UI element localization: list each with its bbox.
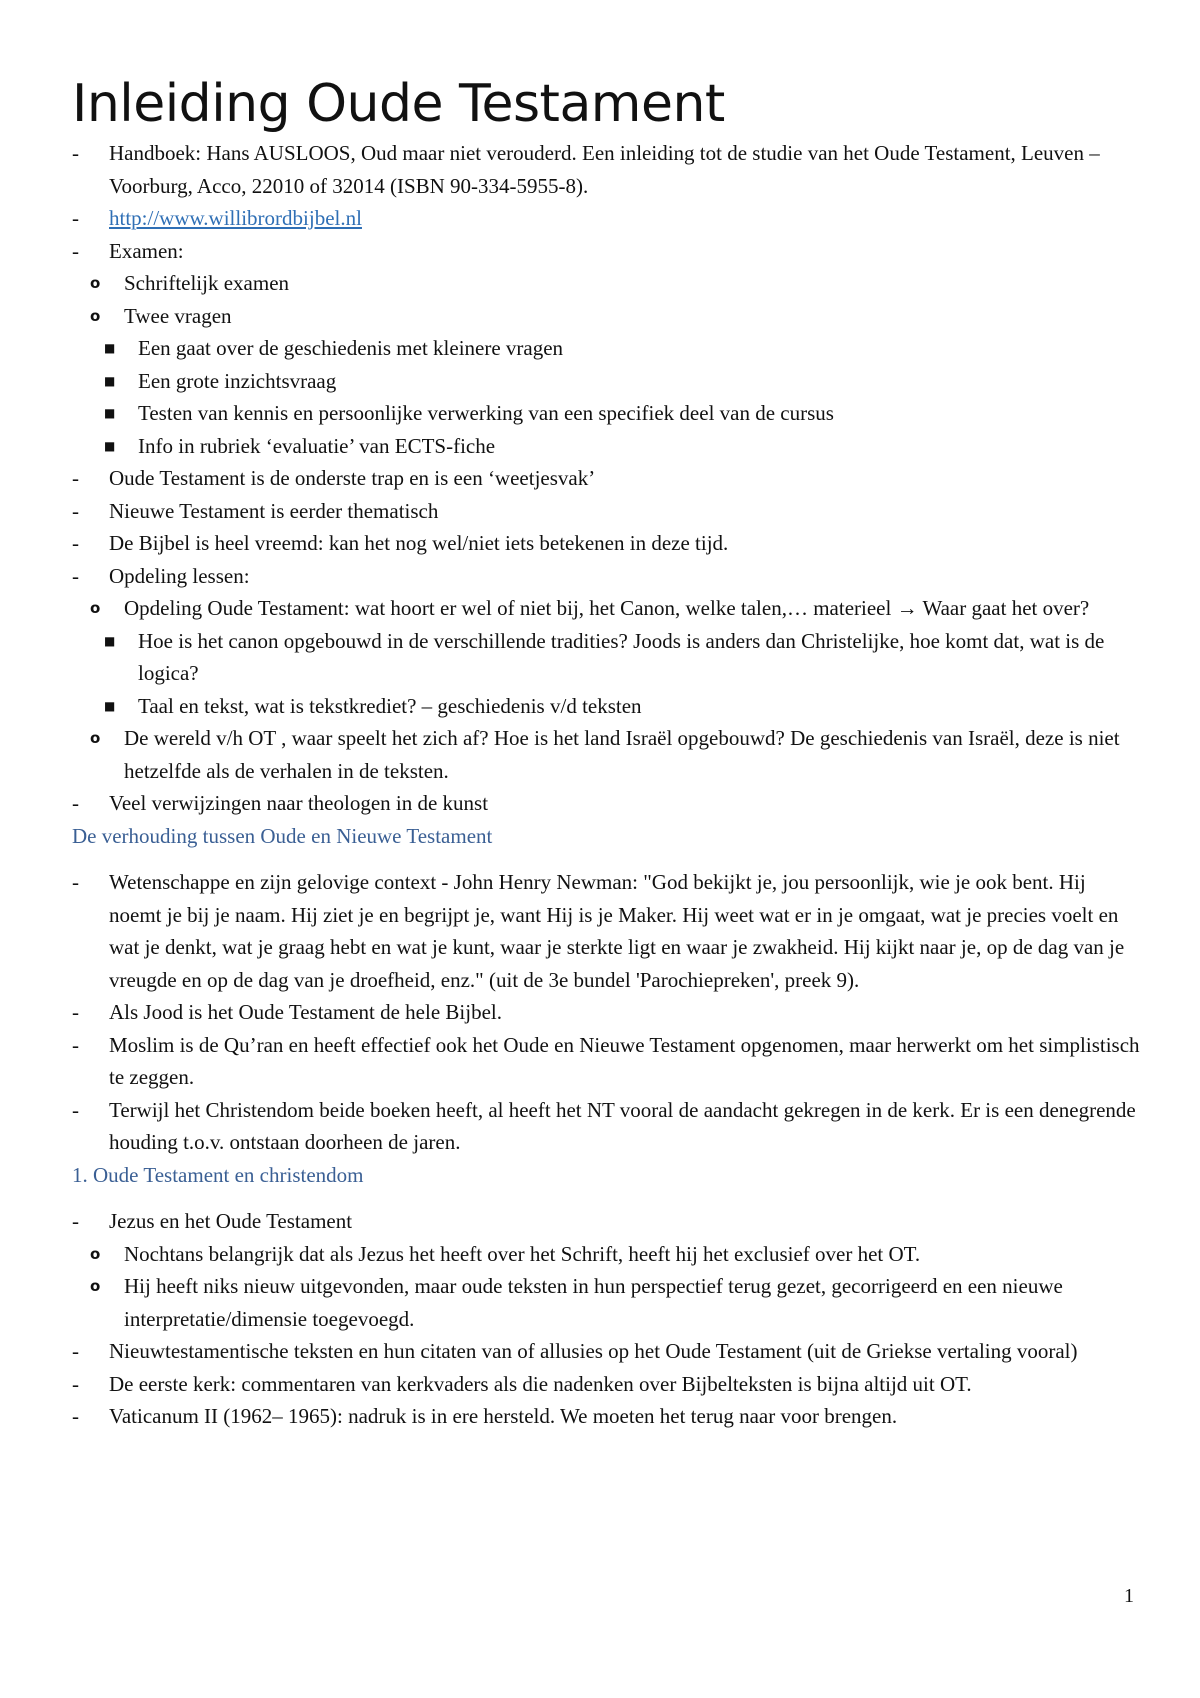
list-item	[72, 430, 1142, 463]
list-item	[72, 1029, 1142, 1094]
list-item	[72, 1368, 1142, 1401]
dash-bullet: -	[72, 1032, 79, 1057]
list-item	[72, 527, 1142, 560]
list-item-text: Testen van kennis en persoonlijke verwerking van een specifiek deel van de cursus	[138, 401, 834, 425]
list-item-text: Handboek: Hans AUSLOOS, Oud maar niet verouderd. Een inleiding tot de studie van het Oude Testament, Leuven – Voorburg, Acco, 22010 of 32014 (ISBN 90-334-5955-8).	[109, 141, 1100, 198]
list-item-text: Vaticanum II (1962– 1965): nadruk is in ere hersteld. We moeten het terug naar voor brengen.	[109, 1404, 898, 1428]
list-item-text: Een gaat over de geschiedenis met kleinere vragen	[138, 336, 564, 360]
square-bullet-icon: ■	[104, 341, 116, 355]
dash-bullet: -	[72, 870, 79, 894]
list-item	[72, 787, 1142, 820]
list-item	[72, 300, 1142, 333]
list-item	[72, 495, 1142, 528]
list-item-text: Opdeling lessen:	[109, 563, 250, 588]
list-item	[72, 1335, 1142, 1368]
page-number: 1	[1124, 1585, 1134, 1607]
circle-bullet-icon: o	[90, 306, 101, 325]
dash-bullet: -	[72, 1097, 79, 1122]
dash-bullet: -	[72, 1209, 79, 1233]
list-item-text: Een grote inzichtsvraag	[138, 368, 337, 393]
list-item	[72, 996, 1142, 1029]
dash-bullet: -	[72, 466, 79, 490]
list-item	[72, 592, 1142, 625]
list-item-text: Nochtans belangrijk dat als Jezus het heeft over het Schrift, heeft hij het exclusief over het OT.	[124, 1241, 921, 1266]
section-list	[72, 866, 1142, 1159]
document-body	[72, 137, 1142, 1433]
list-item	[72, 866, 1142, 996]
square-bullet-icon: ■	[104, 373, 116, 388]
dash-bullet: -	[72, 1404, 79, 1428]
list-item-text: Opdeling Oude Testament: wat hoort er wel of niet bij, het Canon, welke talen,… materieel → Waar gaat het over?	[124, 596, 1090, 620]
list-item	[72, 1094, 1142, 1159]
list-item	[72, 560, 1142, 593]
list-item-text: Jezus en het Oude Testament	[109, 1209, 353, 1233]
section-relation-old-new	[72, 820, 1142, 1159]
willibrordbijbel-link[interactable]: http://www.willibrordbijbel.nl	[109, 206, 362, 230]
dash-bullet: -	[72, 791, 79, 815]
list-item	[72, 202, 1142, 235]
square-bullet-icon: ■	[104, 406, 116, 420]
intro-list	[72, 137, 1142, 820]
page-title: Inleiding Oude Testament	[72, 74, 725, 134]
list-item	[72, 462, 1142, 495]
list-item	[72, 235, 1142, 268]
circle-bullet-icon: o	[90, 599, 101, 617]
list-item-text: Veel verwijzingen naar theologen in de kunst	[109, 791, 489, 815]
list-item	[72, 1270, 1142, 1335]
dash-bullet: -	[72, 1371, 79, 1396]
square-bullet-icon: ■	[104, 698, 116, 713]
list-item-text: De Bijbel is heel vreemd: kan het nog wel/niet iets betekenen in deze tijd.	[109, 531, 729, 555]
dash-bullet: -	[72, 141, 79, 165]
list-item	[72, 1400, 1142, 1433]
circle-bullet-icon: o	[90, 729, 101, 747]
square-bullet-icon: ■	[104, 633, 116, 648]
list-item	[72, 1205, 1142, 1238]
list-item-text: Examen:	[109, 238, 184, 263]
list-item	[72, 365, 1142, 398]
list-item	[72, 332, 1142, 365]
dash-bullet: -	[72, 206, 79, 230]
list-item-text: Twee vragen	[124, 303, 232, 328]
dash-bullet: -	[72, 1339, 79, 1363]
list-item	[72, 625, 1142, 690]
list-item	[72, 267, 1142, 300]
list-item-text: Hij heeft niks nieuw uitgevonden, maar oude teksten in hun perspectief terug gezet, gecorrigeerd en een nieuwe interpretatie/dimensie toegevoegd.	[124, 1274, 1063, 1331]
dash-bullet: -	[72, 498, 79, 523]
dash-bullet: -	[72, 238, 79, 263]
list-item-text: Hoe is het canon opgebouwd in de verschillende tradities? Joods is anders dan Christelijke, hoe komt dat, wat is de logica?	[138, 628, 1105, 685]
list-item-text: Terwijl het Christendom beide boeken heeft, al heeft het NT vooral de aandacht gekregen in de kerk. Er is een denegrende houding t.o.v. ontstaan doorheen de jaren.	[109, 1097, 1136, 1154]
section-list	[72, 1205, 1142, 1433]
list-item-text: Moslim is de Qu’ran en heeft effectief ook het Oude en Nieuwe Testament opgenomen, maar herwerkt om het simplistisch te zeggen.	[109, 1032, 1140, 1089]
dash-bullet: -	[72, 531, 79, 555]
list-item-text: Schriftelijk examen	[124, 271, 290, 295]
list-item	[72, 137, 1142, 202]
section-heading: 1. Oude Testament en christendom	[72, 1162, 364, 1187]
dash-bullet: -	[72, 1000, 79, 1024]
circle-bullet-icon: o	[90, 1277, 101, 1295]
list-item-text: Info in rubriek ‘evaluatie’ van ECTS-fiche	[138, 433, 496, 458]
list-item-text: De eerste kerk: commentaren van kerkvaders als die nadenken over Bijbelteksten is bijna altijd uit OT.	[109, 1371, 972, 1396]
list-item-text: Nieuwtestamentische teksten en hun citaten van of allusies op het Oude Testament (uit de Griekse vertaling vooral)	[109, 1339, 1078, 1363]
section-heading: De verhouding tussen Oude en Nieuwe Testament	[72, 823, 493, 848]
list-item-text: Nieuwe Testament is eerder thematisch	[109, 498, 439, 523]
list-item-text: Wetenschappe en zijn gelovige context - John Henry Newman: "God bekijkt je, jou persoonlijk, wie je ook bent. Hij noemt je bij je naam. Hij ziet je en begrijpt je, want Hij is je Maker. Hij weet wat er in je omgaat, wat je precies voelt en wat je denkt, wat je graag hebt en wat je kunt, waar je sterkte ligt en waar je zwakheid. Hij kijkt naar je, op de dag van je vreugde en op de dag van je droefheid, enz." (uit de 3e bundel 'Parochiepreken', preek 9).	[109, 870, 1125, 992]
list-item-text: De wereld v/h OT , waar speelt het zich af? Hoe is het land Israël opgebouwd? De geschiedenis van Israël, deze is niet hetzelfde als de verhalen in de teksten.	[124, 726, 1120, 783]
circle-bullet-icon: o	[90, 1244, 101, 1263]
square-bullet-icon: ■	[104, 438, 116, 453]
circle-bullet-icon: o	[90, 274, 101, 292]
list-item	[72, 690, 1142, 723]
list-item	[72, 722, 1142, 787]
list-item	[72, 397, 1142, 430]
section-ot-christianity	[72, 1159, 1142, 1433]
dash-bullet: -	[72, 563, 79, 588]
list-item	[72, 1238, 1142, 1271]
list-item-text: Taal en tekst, wat is tekstkrediet? – geschiedenis v/d teksten	[138, 693, 642, 718]
list-item-text: Oude Testament is de onderste trap en is een ‘weetjesvak’	[109, 466, 596, 490]
list-item-text: Als Jood is het Oude Testament de hele Bijbel.	[109, 1000, 502, 1024]
